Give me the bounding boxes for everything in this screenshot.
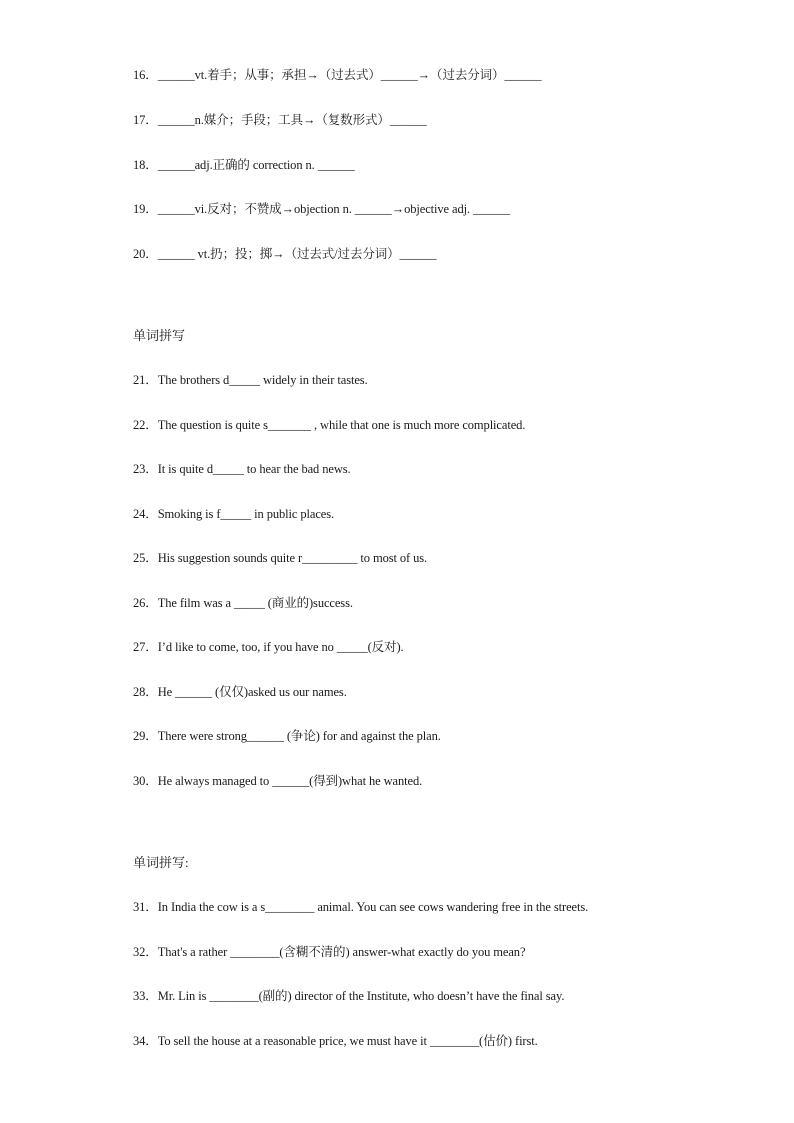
question-31: 31．In India the cow is a s________ animal. You can see cows wandering free in the streets. [133,900,589,914]
question-18: 18．______adj.正确的 correction n. ______ [133,158,355,172]
question-22: 22．The question is quite s_______ , while that one is much more complicated. [133,418,526,432]
question-17: 17．______n.媒介；手段；工具→（复数形式）______ [133,113,427,127]
question-19: 19．______vi.反对；不赞成→objection n. ______→objective adj. ______ [133,202,510,216]
question-26: 26．The film was a _____ (商业的)success. [133,596,353,610]
question-25: 25．His suggestion sounds quite r_________ to most of us. [133,551,428,565]
question-34: 34．To sell the house at a reasonable price, we must have it ________(估价) first. [133,1034,538,1048]
question-24: 24．Smoking is f_____ in public places. [133,507,335,521]
question-21: 21．The brothers d_____ widely in their tastes. [133,373,368,387]
question-16: 16．______vt.着手；从事；承担→（过去式）______→（过去分词）______ [133,68,542,82]
question-27: 27．I’d like to come, too, if you have no _____(反对). [133,640,404,654]
question-33: 33．Mr. Lin is ________(副的) director of the Institute, who doesn’t have the final say. [133,989,565,1003]
question-29: 29．There were strong______ (争论) for and against the plan. [133,729,441,743]
question-23: 23．It is quite d_____ to hear the bad news. [133,462,351,476]
question-20: 20．______ vt.扔；投；掷→（过去式/过去分词）______ [133,247,437,261]
question-32: 32．That's a rather ________(含糊不清的) answer-what exactly do you mean? [133,945,526,959]
question-30: 30．He always managed to ______(得到)what he wanted. [133,774,423,788]
section-heading-spelling-2: 单词拼写: [133,855,189,870]
question-28: 28．He ______ (仅仅)asked us our names. [133,685,347,699]
section-heading-spelling: 单词拼写 [133,328,186,343]
